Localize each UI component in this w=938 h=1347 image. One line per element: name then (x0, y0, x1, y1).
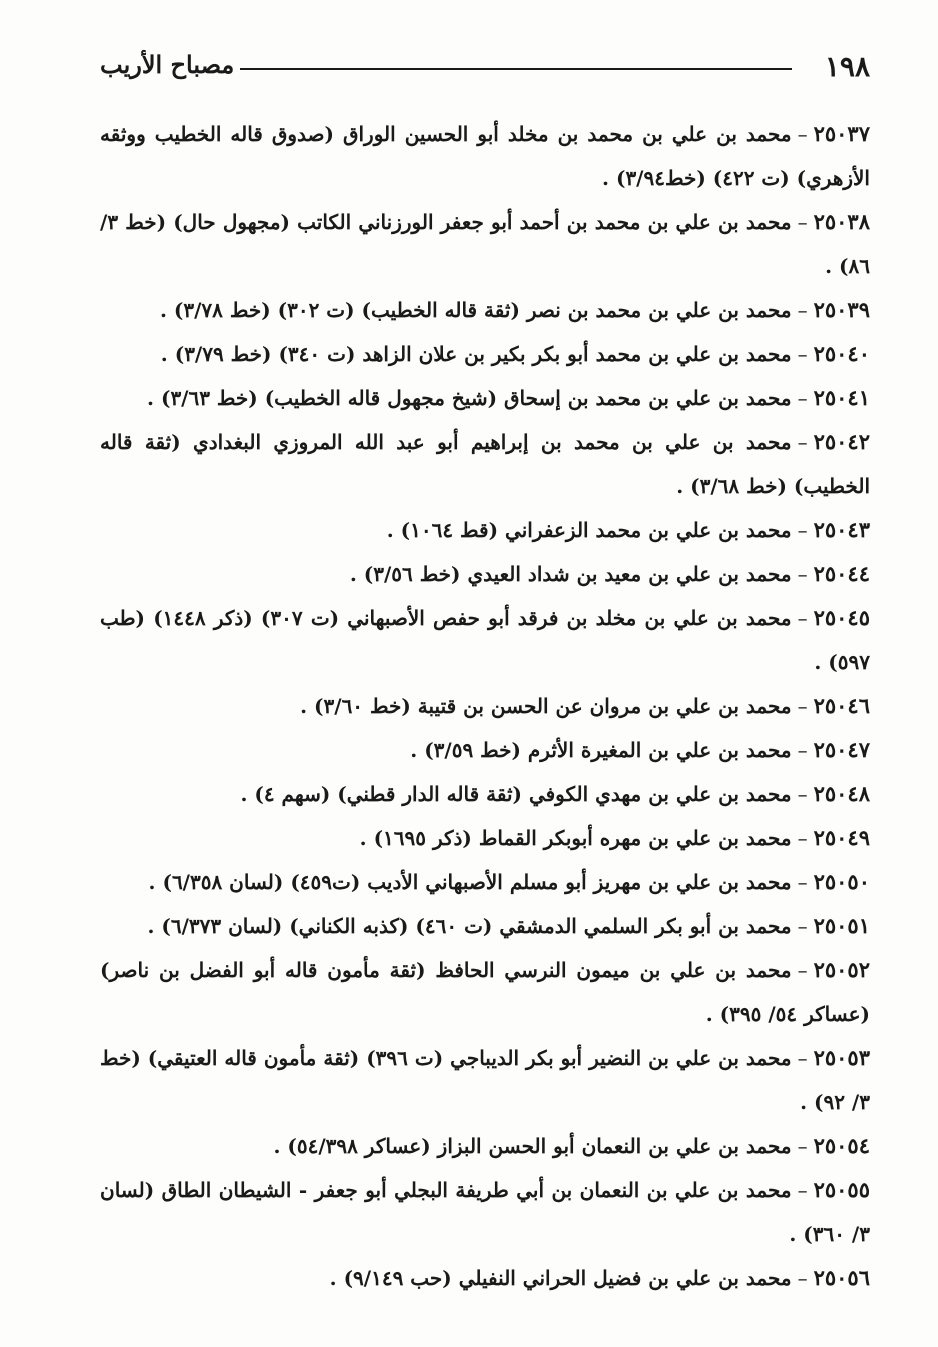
entry-list (100, 112, 870, 1300)
entry-text: محمد بن علي بن محمد بن مخلد أبو الحسين الوراق (صدوق قاله الخطيب ووثقه الأزهري) (ت ٤٢٢) (خط٣/٩٤) . (100, 122, 870, 190)
entry (100, 332, 870, 376)
entry (100, 772, 870, 816)
entry-number: ٢٥٠٤٨ (813, 781, 870, 806)
entry (100, 1036, 870, 1124)
entry-number: ٢٥٠٥٥ (813, 1177, 870, 1202)
entry (100, 684, 870, 728)
entry (100, 112, 870, 200)
entry-number: ٢٥٠٤٩ (813, 825, 870, 850)
entry-text: محمد بن علي بن المغيرة الأثرم (خط ٣/٥٩) . (410, 738, 792, 762)
entry (100, 200, 870, 288)
entry (100, 1124, 870, 1168)
entry-text: محمد بن أبو بكر السلمي الدمشقي (ت ٤٦٠) (كذبه الكناني) (لسان ٦/٣٧٣) . (147, 914, 792, 938)
entry-text: محمد بن علي بن محمد بن إبراهيم أبو عبد الله المروزي البغدادي (ثقة قاله الخطيب) (خط ٣/٦٨) . (100, 430, 870, 498)
entry-dash: – (797, 1134, 808, 1158)
entry (100, 948, 870, 1036)
entry-dash: – (797, 1178, 808, 1202)
header-rule (240, 68, 792, 70)
entry-dash: – (797, 826, 808, 850)
entry (100, 816, 870, 860)
entry-dash: – (797, 782, 808, 806)
entry-text: محمد بن علي بن النضير أبو بكر الديباجي (ت ٣٩٦) (ثقة مأمون قاله العتيقي) (خط ٣/ ٩٢) . (100, 1046, 870, 1114)
entry-dash: – (797, 606, 808, 630)
entry (100, 420, 870, 508)
entry-dash: – (797, 210, 808, 234)
page-header (100, 48, 870, 92)
entry-dash: – (797, 694, 808, 718)
entry-number: ٢٥٠٤٣ (813, 517, 870, 542)
entry-text: محمد بن علي بن مهريز أبو مسلم الأصبهاني الأديب (ت٤٥٩) (لسان ٦/٣٥٨) . (148, 870, 792, 894)
entry-dash: – (797, 1046, 808, 1070)
entry (100, 508, 870, 552)
entry-dash: – (797, 342, 808, 366)
entry (100, 552, 870, 596)
entry (100, 288, 870, 332)
entry-text: محمد بن علي بن النعمان أبو الحسن البزاز (عساكر ٥٤/٣٩٨) . (273, 1134, 792, 1158)
entry-text: محمد بن علي بن محمد بن إسحاق (شيخ مجهول قاله الخطيب) (خط ٣/٦٣) . (147, 386, 792, 410)
entry-number: ٢٥٠٣٩ (813, 297, 870, 322)
entry (100, 376, 870, 420)
entry-text: محمد بن علي بن مروان عن الحسن بن قتيبة (خط ٣/٦٠) . (300, 694, 792, 718)
entry-dash: – (797, 738, 808, 762)
entry-number: ٢٥٠٤٥ (813, 605, 870, 630)
entry-text: محمد بن علي بن محمد أبو بكر بكير بن علان الزاهد (ت ٣٤٠) (خط ٣/٧٩) . (160, 342, 792, 366)
entry-dash: – (797, 518, 808, 542)
entry (100, 596, 870, 684)
entry-dash: – (797, 870, 808, 894)
entry-text: محمد بن علي بن ميمون النرسي الحافظ (ثقة مأمون قاله أبو الفضل بن ناصر) (عساكر ٥٤/ ٣٩٥) . (100, 958, 870, 1026)
entry-number: ٢٥٠٤٧ (813, 737, 870, 762)
entry-text: محمد بن علي بن محمد بن نصر (ثقة قاله الخطيب) (ت ٣٠٢) (خط ٣/٧٨) . (159, 298, 792, 322)
entry-number: ٢٥٠٤٦ (813, 693, 870, 718)
entry-number: ٢٥٠٤٠ (813, 341, 870, 366)
entry-text: محمد بن علي بن النعمان بن أبي طريفة البجلي أبو جعفر - الشيطان الطاق (لسان ٣/ ٣٦٠) . (100, 1178, 870, 1246)
entry-dash: – (797, 562, 808, 586)
entry-number: ٢٥٠٥٦ (813, 1265, 870, 1290)
entry-number: ٢٥٠٥٤ (813, 1133, 870, 1158)
entry (100, 1256, 870, 1300)
entry (100, 904, 870, 948)
entry-text: محمد بن علي بن مخلد بن فرقد أبو حفص الأصبهاني (ت ٣٠٧) (ذكر ١٤٤٨) (طب ٥٩٧) . (100, 606, 870, 674)
entry (100, 728, 870, 772)
entry (100, 860, 870, 904)
entry-dash: – (797, 122, 808, 146)
entry-dash: – (797, 958, 808, 982)
entry-number: ٢٥٠٥٢ (813, 957, 870, 982)
entry-number: ٢٥٠٤٢ (813, 429, 870, 454)
entry-dash: – (797, 298, 808, 322)
entry-text: محمد بن علي بن فضيل الحراني النفيلي (حب ٩/١٤٩) . (329, 1266, 792, 1290)
page-number: ١٩٨ (824, 50, 870, 83)
entry-dash: – (797, 914, 808, 938)
entry-number: ٢٥٠٤٤ (813, 561, 870, 586)
entry-number: ٢٥٠٥٠ (813, 869, 870, 894)
entry-number: ٢٥٠٥٣ (813, 1045, 870, 1070)
entry-dash: – (797, 430, 808, 454)
entry-number: ٢٥٠٤١ (813, 385, 870, 410)
running-title: مصباح الأريب (100, 50, 235, 79)
entry-text: محمد بن علي بن مهره أبوبكر القماط (ذكر ١٦٩٥) . (359, 826, 792, 850)
entry-text: محمد بن علي بن محمد الزعفراني (قط ١٠٦٤) . (386, 518, 792, 542)
entry-number: ٢٥٠٣٧ (813, 121, 870, 146)
entry-dash: – (797, 386, 808, 410)
entry-text: محمد بن علي بن محمد بن أحمد أبو جعفر الورزناني الكاتب (مجهول حال) (خط ٣/ ٨٦) . (100, 210, 870, 278)
entry-text: محمد بن علي بن معيد بن شداد العيدي (خط ٣/٥٦) . (349, 562, 792, 586)
entry-text: محمد بن علي بن مهدي الكوفي (ثقة قاله الدار قطني) (سهم ٤) . (240, 782, 792, 806)
entry-number: ٢٥٠٥١ (813, 913, 870, 938)
entry-dash: – (797, 1266, 808, 1290)
entry (100, 1168, 870, 1256)
entry-number: ٢٥٠٣٨ (813, 209, 870, 234)
